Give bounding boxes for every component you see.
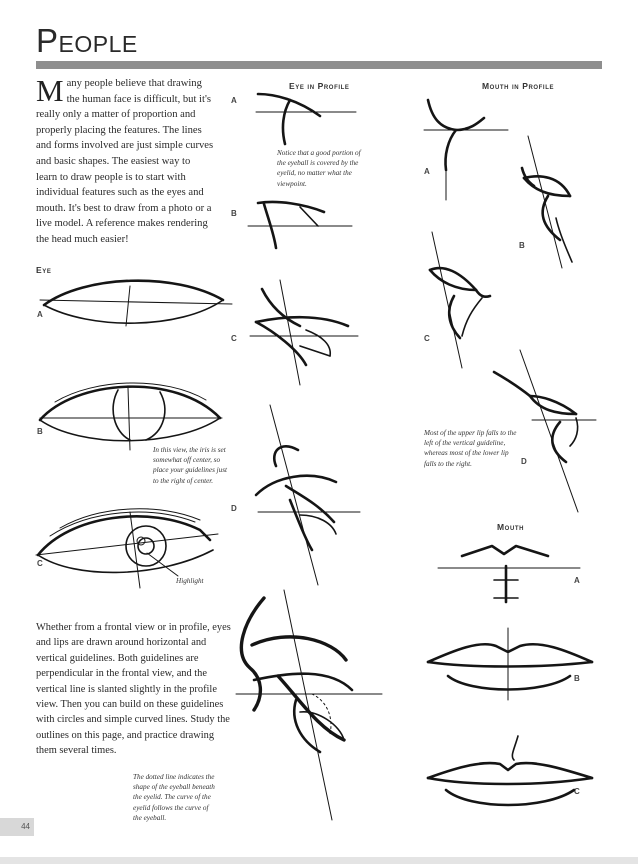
mouth-profile-c-drawing	[430, 232, 490, 368]
eye-profile-d-drawing	[256, 405, 360, 585]
eye-profile-c-drawing	[250, 280, 358, 385]
page-number: 44	[0, 818, 34, 836]
mouth-profile-caption-d: Most of the upper lip falls to the left of the vertical guideline, whereas most of the lower lip falls to the right.	[424, 429, 517, 468]
eye-profile-a-drawing	[256, 94, 356, 144]
mouth-label-a: A	[574, 576, 580, 585]
eye-profile-label-c: C	[231, 334, 237, 343]
mouth-label-b: B	[574, 674, 580, 683]
mouth-profile-b-drawing	[522, 136, 572, 268]
mouth-profile-heading: Mouth in Profile	[482, 81, 555, 91]
mouth-label-c: C	[574, 787, 580, 796]
eye-profile-heading: Eye in Profile	[289, 81, 350, 91]
intro-text: any people believe that drawing the human face is difficult, but it's really only a matter of proportion and properly placing the features. The lines and forms involved are just simple curves and basic shapes. The easiest way to learn to draw people is to start with individual features such as the eyes and mouth. It's best to draw from a photo or a live model. A reference makes rendering the head much easier!	[36, 78, 214, 245]
eye-profile-caption-a: Notice that a good portion of the eyeball is covered by the eyelid, no matter what the viewpoint.	[277, 149, 361, 188]
body-paragraph: Whether from a frontal view or in profile, eyes and lips are drawn around horizontal and vertical guidelines. Both guidelines are perpendicular in the frontal view, and the vertical line is slanted slightly in the profile view. Then you can build on these guidelines with circles and simple curved lines. Study the outlines on this page, and practice drawing them several times.	[36, 622, 231, 757]
mouth-profile-label-c: C	[424, 334, 430, 343]
mouth-profile-label-d: D	[521, 457, 527, 466]
eye-front-b-drawing	[40, 383, 222, 450]
eye-label-c: C	[37, 559, 43, 568]
eye-front-c-drawing	[36, 509, 218, 588]
mouth-profile-d-drawing	[494, 350, 596, 512]
intro-dropcap: M	[36, 73, 64, 108]
eye-front-a-drawing	[40, 281, 232, 326]
page-title: People	[36, 22, 138, 59]
mouth-profile-label-a: A	[424, 167, 430, 176]
mouth-profile-a-drawing	[424, 100, 508, 200]
mouth-profile-label-b: B	[519, 241, 525, 250]
eye-profile-b-drawing	[248, 202, 352, 248]
eye-profile-label-b: B	[231, 209, 237, 218]
eye-profile-large-drawing	[236, 590, 382, 820]
eye-profile-label-d: D	[231, 504, 237, 513]
eye-caption-highlight: Highlight	[176, 577, 204, 585]
mouth-front-c-drawing	[428, 736, 592, 805]
mouth-heading: Mouth	[497, 522, 525, 532]
mouth-front-b-drawing	[428, 628, 592, 700]
eye-heading: Eye	[36, 265, 52, 275]
mouth-front-a-drawing	[438, 546, 580, 602]
eye-caption-b: In this view, the iris is set somewhat off center, so place your guidelines just to the right of center.	[153, 446, 228, 485]
eye-profile-caption-bottom: The dotted line indicates the shape of the eyeball beneath the eyelid. The curve of the eyelid follows the curve of the eyeball.	[133, 773, 215, 822]
eye-label-a: A	[37, 310, 43, 319]
eye-profile-label-a: A	[231, 96, 237, 105]
eye-label-b: B	[37, 427, 43, 436]
